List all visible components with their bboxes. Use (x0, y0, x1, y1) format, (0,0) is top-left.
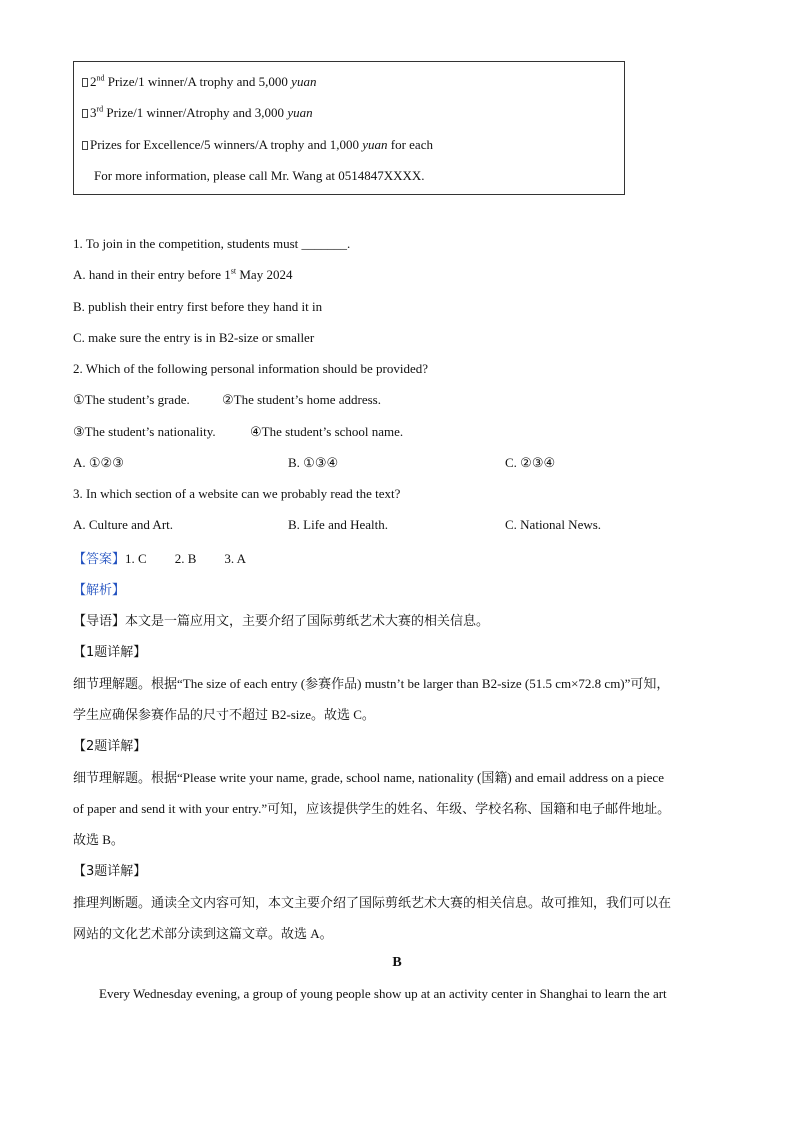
question-2-item-2: ②The student’s home address. (222, 392, 381, 407)
question-2-item-3: ③The student’s nationality. (73, 424, 216, 439)
question-2-item-1: ①The student’s grade. (73, 392, 190, 407)
prize-3-line: 3rd Prize/1 winner/Atrophy and 3,000 yuan (82, 105, 313, 121)
detail-1-line-2: 学生应确保参赛作品的尺寸不超过 B2-size。故选 C。 (73, 707, 375, 722)
question-3-option-a: A. Culture and Art. (73, 517, 174, 532)
checkbox-glyph-icon (82, 78, 88, 87)
question-1-option-b: B. publish their entry first before they hand it in (73, 299, 323, 314)
detail-2-heading: 【2题详解】 (73, 739, 147, 754)
prize-notice-box (73, 61, 625, 195)
detail-1-heading: 【1题详解】 (73, 645, 147, 660)
answer-tag: 【答案】 (73, 552, 126, 567)
answer-line: 【答案】1. C 2. B 3. A (73, 551, 247, 567)
detail-2-line-3: 故选 B。 (73, 832, 124, 847)
detail-3-line-1: 推理判断题。通读全文内容可知，本文主要介绍了国际剪纸艺术大赛的相关信息。故可推知，我们可以在 (73, 895, 672, 910)
detail-1-line-1: 细节理解题。根据“The size of each entry (参赛作品) mustn’t be larger than B2-size (51.5 cm×72.8 cm)”可知， (73, 676, 670, 691)
checkbox-glyph-icon (82, 141, 88, 150)
question-2-option-a: A. ①②③ (73, 455, 124, 470)
detail-2-line-2: of paper and send it with your entry.”可知，应该提供学生的姓名、年级、学校名称、国籍和电子邮件地址。 (73, 801, 671, 816)
checkbox-glyph-icon (82, 109, 88, 118)
question-2: 2. Which of the following personal information should be provided? (73, 361, 429, 376)
analysis-intro: 【导语】本文是一篇应用文，主要介绍了国际剪纸艺术大赛的相关信息。 (73, 614, 490, 629)
section-b-heading: B (392, 955, 402, 970)
question-3-option-c: C. National News. (505, 517, 602, 532)
prize-2-line: 2nd Prize/1 winner/A trophy and 5,000 yuan (82, 74, 316, 90)
analysis-tag: 【解析】 (73, 583, 126, 598)
question-3-option-b: B. Life and Health. (288, 517, 388, 532)
question-1-option-a: A. hand in their entry before 1st May 2024 (73, 266, 293, 282)
question-2-option-c: C. ②③④ (505, 455, 556, 470)
question-2-item-4: ④The student’s school name. (250, 424, 404, 439)
detail-3-line-2: 网站的文化艺术部分读到这篇文章。故选 A。 (73, 926, 333, 941)
detail-2-line-1: 细节理解题。根据“Please write your name, grade, school name, nationality (国籍) and email address on a piece (73, 770, 664, 785)
question-1-option-c: C. make sure the entry is in B2-size or smaller (73, 330, 315, 345)
section-b-paragraph: Every Wednesday evening, a group of young people show up at an activity center in Shanghai to learn the art (99, 986, 667, 1001)
prize-excellence-line: Prizes for Excellence/5 winners/A trophy and 1,000 yuan for each (82, 137, 433, 153)
question-1: 1. To join in the competition, students must _______. (73, 236, 351, 251)
detail-3-heading: 【3题详解】 (73, 864, 147, 879)
question-3: 3. In which section of a website can we probably read the text? (73, 486, 401, 501)
contact-line: For more information, please call Mr. Wang at 0514847XXXX. (94, 168, 425, 183)
question-2-option-b: B. ①③④ (288, 455, 339, 470)
